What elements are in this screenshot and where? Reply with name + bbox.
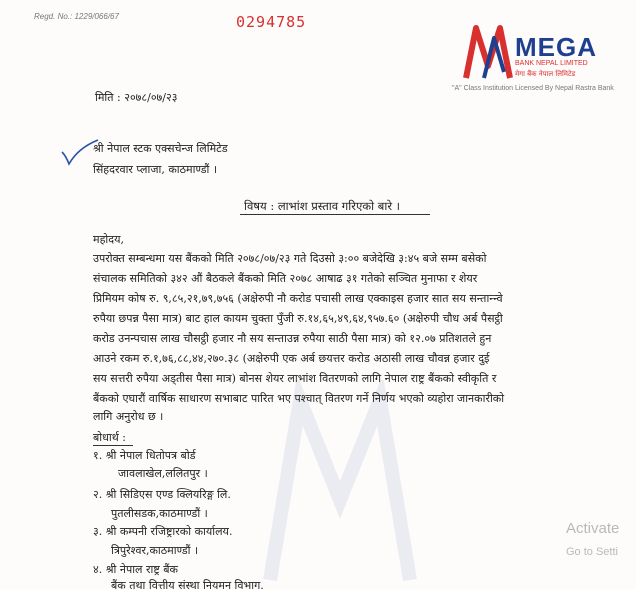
activate-windows-link[interactable]: Go to Setti — [566, 546, 618, 558]
cc-item-name: २. श्री सिडिएस एण्ड क्लियरिङ्ग लि. — [93, 488, 231, 501]
cc-heading-underline — [93, 445, 133, 446]
body-line: सय सत्तरी रुपैया अड्तीस पैसा मात्र) बोनस शेयर लाभांश वितरणको लागि नेपाल राष्ट्र बैंकको स्वीकृति र — [93, 372, 497, 385]
registration-number: Regd. No.: 1229/066/67 — [34, 12, 119, 21]
body-line: करोड उनन्पचास लाख चौसट्ठी हजार नौ सय सन्ताउन्न रुपैया साठी पैसा मात्र) को १२.०७ प्रतिशतले हुन — [93, 332, 492, 345]
cc-heading: बोधार्थ : — [93, 431, 126, 444]
cc-item-address: बैंक तथा वित्तीय संस्था नियमन विभाग. — [111, 579, 264, 590]
body-line: संचालक समितिको ३४२ औं बैठकले बैंकको मिति २०७८ आषाढ ३१ गतेको सञ्चित मुनाफा र शेयर — [93, 272, 478, 285]
recipient-address: सिंहदरवार प्लाजा, काठमाण्डौं । — [93, 163, 218, 176]
serial-number: 0294785 — [236, 13, 307, 31]
letter-subject: विषय : लाभांश प्रस्ताव गरिएको बारे । — [244, 199, 401, 213]
body-line: बैंकको एघारौं वार्षिक साधारण सभाबाट पारित भए पश्चात् वितरण गर्ने निर्णय भएको व्यहोरा जानकारीको — [93, 392, 505, 405]
watermark-emblem-icon — [250, 380, 430, 590]
cc-item-address: त्रिपुरेश्वर,काठमाण्डौं । — [111, 544, 199, 557]
license-classification: "A" Class Institution Licensed By Nepal Rastra Bank — [452, 85, 614, 92]
logo-subtitle-nepali: मेगा बैंक नेपाल लिमिटेड — [515, 70, 576, 78]
logo-subtitle-english: BANK NEPAL LIMITED — [515, 60, 588, 67]
cc-item-name: ४. श्री नेपाल राष्ट्र बैंक — [93, 563, 179, 576]
body-line: रुपैया छपन्न पैसा मात्र) बाट हाल कायम चुक्ता पुँजी रु.१४,६५,४९,६४,९५७.६० (अक्षेरुपी चौध अर्ब पैसट्ठी — [93, 312, 503, 325]
cc-item-name: १. श्री नेपाल धितोपत्र बोर्ड — [93, 449, 196, 462]
body-line: प्रिमियम कोष रु. ९,८५,२१,७९,७५६ (अक्षेरुपी नौ करोड पचासी लाख एक्काइस हजार सात सय सन्तान्न्वे — [93, 292, 503, 305]
subject-underline — [240, 214, 430, 215]
cc-item-name: ३. श्री कम्पनी रजिष्ट्रारको कार्यालय. — [93, 525, 233, 538]
activate-windows-title: Activate — [566, 520, 620, 537]
logo-wordmark: MEGA — [515, 32, 597, 62]
letter-date: मिति : २०७८/०७/२३ — [95, 91, 178, 104]
recipient-name: श्री नेपाल स्टक एक्सचेन्ज लिमिटेड — [93, 142, 228, 155]
cc-item-address: जावलाखेल,ललितपुर । — [118, 467, 208, 480]
cc-item-address: पुतलीसडक,काठमाण्डौं । — [111, 507, 208, 520]
body-line: आउने रकम रु.१,७६,८८,४४,२७०.३८ (अक्षेरुपी एक अर्ब छयत्तर करोड अठासी लाख चौवन्न हजार दुई — [93, 352, 490, 365]
body-line: लागि अनुरोध छ । — [93, 410, 164, 423]
body-line: उपरोक्त सम्बन्धमा यस बैंकको मिति २०७८/०७/२३ गते दिउसो ३:०० बजेदेखि ३:४५ बजे सम्म बसेको — [93, 252, 487, 265]
salutation: महोदय, — [93, 233, 124, 246]
